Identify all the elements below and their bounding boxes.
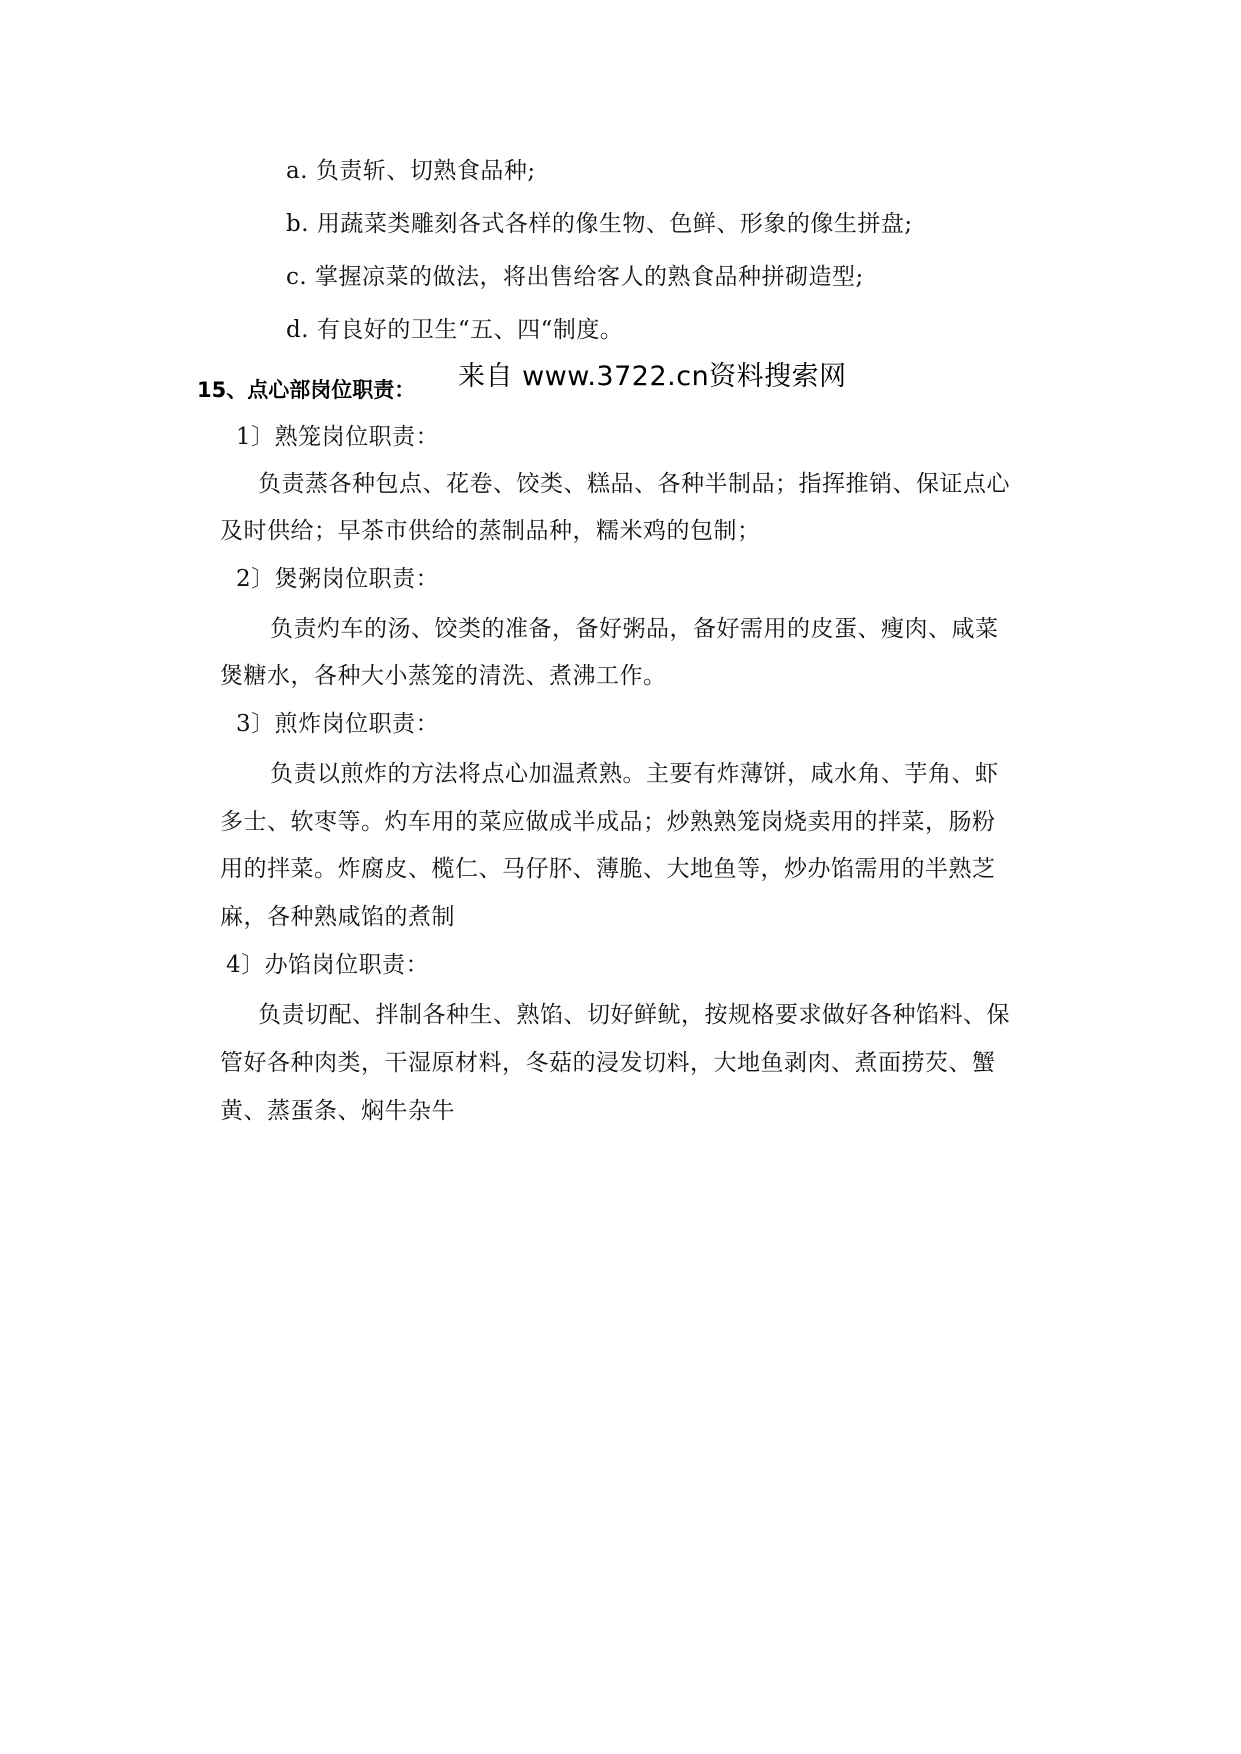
paragraph-line: 多士、软枣等。灼车用的菜应做成半成品；炒熟熟笼岗烧卖用的拌菜，肠粉 bbox=[220, 809, 996, 835]
paragraph-line: 麻，各种熟咸馅的煮制 bbox=[220, 904, 455, 930]
paragraph-line: 负责以煎炸的方法将点心加温煮熟。主要有炸薄饼，咸水角、芋角、虾 bbox=[270, 761, 999, 787]
list-item: c. 掌握凉菜的做法，将出售给客人的熟食品种拼砌造型; bbox=[286, 264, 864, 290]
list-item: b. 用蔬菜类雕刻各式各样的像生物、色鲜、形象的像生拼盘; bbox=[286, 211, 913, 237]
subsection-title: 1〕熟笼岗位职责： bbox=[236, 424, 440, 450]
subsection-title: 2〕煲粥岗位职责： bbox=[236, 566, 440, 592]
paragraph-line: 负责灼车的汤、饺类的准备，备好粥品，备好需用的皮蛋、瘦肉、咸菜 bbox=[270, 616, 999, 642]
watermark: 来自 www.3722.cn资料搜索网 bbox=[458, 361, 847, 392]
paragraph-line: 负责蒸各种包点、花卷、饺类、糕品、各种半制品；指挥推销、保证点心 bbox=[258, 471, 1010, 497]
paragraph-line: 及时供给；早茶市供给的蒸制品种，糯米鸡的包制； bbox=[220, 518, 761, 544]
section-heading: 15、点心部岗位职责： bbox=[197, 378, 416, 402]
list-item: a. 负责斩、切熟食品种; bbox=[286, 158, 536, 184]
paragraph-line: 煲糖水，各种大小蒸笼的清洗、煮沸工作。 bbox=[220, 663, 667, 689]
paragraph-line: 负责切配、拌制各种生、熟馅、切好鲜鱿，按规格要求做好各种馅料、保 bbox=[258, 1002, 1010, 1028]
paragraph-line: 用的拌菜。炸腐皮、榄仁、马仔肧、薄脆、大地鱼等，炒办馅需用的半熟芝 bbox=[220, 856, 996, 882]
paragraph-line: 管好各种肉类，干湿原材料，冬菇的浸发切料，大地鱼剥肉、煮面捞芡、蟹 bbox=[220, 1050, 996, 1076]
subsection-title: 4〕办馅岗位职责： bbox=[226, 952, 430, 978]
list-item: d. 有良好的卫生“五、四“制度。 bbox=[286, 317, 624, 343]
subsection-title: 3〕煎炸岗位职责： bbox=[236, 711, 440, 737]
paragraph-line: 黄、蒸蛋条、焖牛杂牛 bbox=[220, 1098, 455, 1124]
